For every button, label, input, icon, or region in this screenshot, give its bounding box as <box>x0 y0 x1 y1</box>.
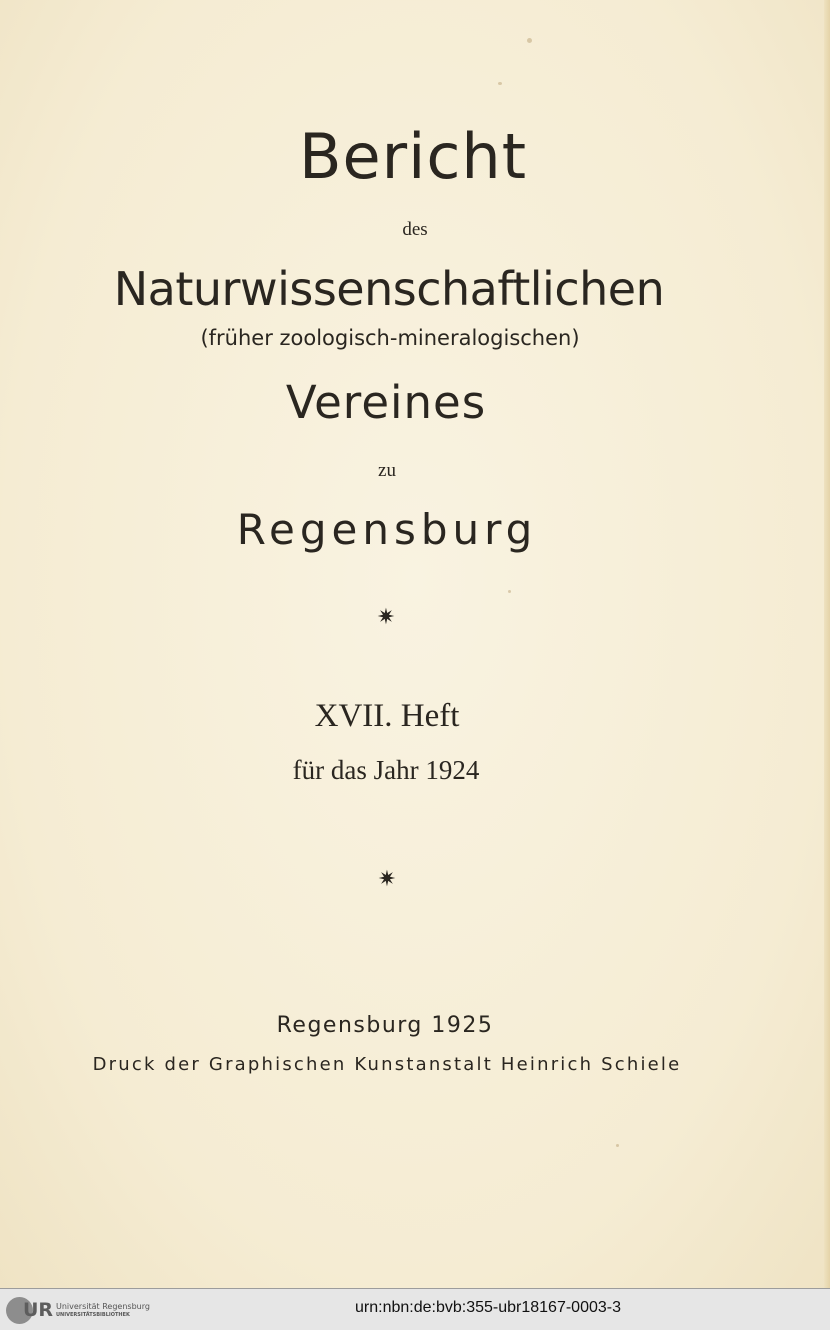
former-name: (früher zoologisch-mineralogischen) <box>200 326 580 350</box>
imprint-place-year: Regensburg 1925 <box>276 1013 494 1038</box>
logo-library-name: UNIVERSITÄTSBIBLIOTHEK <box>56 1312 130 1318</box>
word-vereines: Vereines <box>285 376 487 429</box>
issue-year: für das Jahr 1924 <box>292 755 480 785</box>
paper-speck <box>527 38 532 43</box>
word-zu: zu <box>378 460 396 481</box>
paper-speck <box>498 82 502 85</box>
word-des: des <box>402 219 428 240</box>
page-edge <box>824 0 830 1288</box>
footer-bar <box>0 1288 830 1330</box>
city-name: Regensburg <box>236 505 538 554</box>
urn-identifier[interactable]: urn:nbn:de:bvb:355-ubr18167-0003-3 <box>355 1299 621 1316</box>
paper-speck <box>508 590 511 593</box>
society-name: Naturwissenschaftlichen <box>113 262 665 316</box>
logo-letters: UR <box>23 1299 54 1321</box>
page-title: Bericht <box>298 120 528 193</box>
logo-university-name: Universität Regensburg <box>56 1302 150 1311</box>
issue-number: XVII. Heft <box>314 698 460 734</box>
printer-line: Druck der Graphischen Kunstanstalt Heinrich Schiele <box>92 1054 682 1075</box>
asterism-ornament-icon: ✷ <box>377 867 397 892</box>
asterism-ornament-icon: ✷ <box>376 605 396 630</box>
paper-speck <box>616 1144 619 1147</box>
university-logo[interactable] <box>6 1295 151 1325</box>
